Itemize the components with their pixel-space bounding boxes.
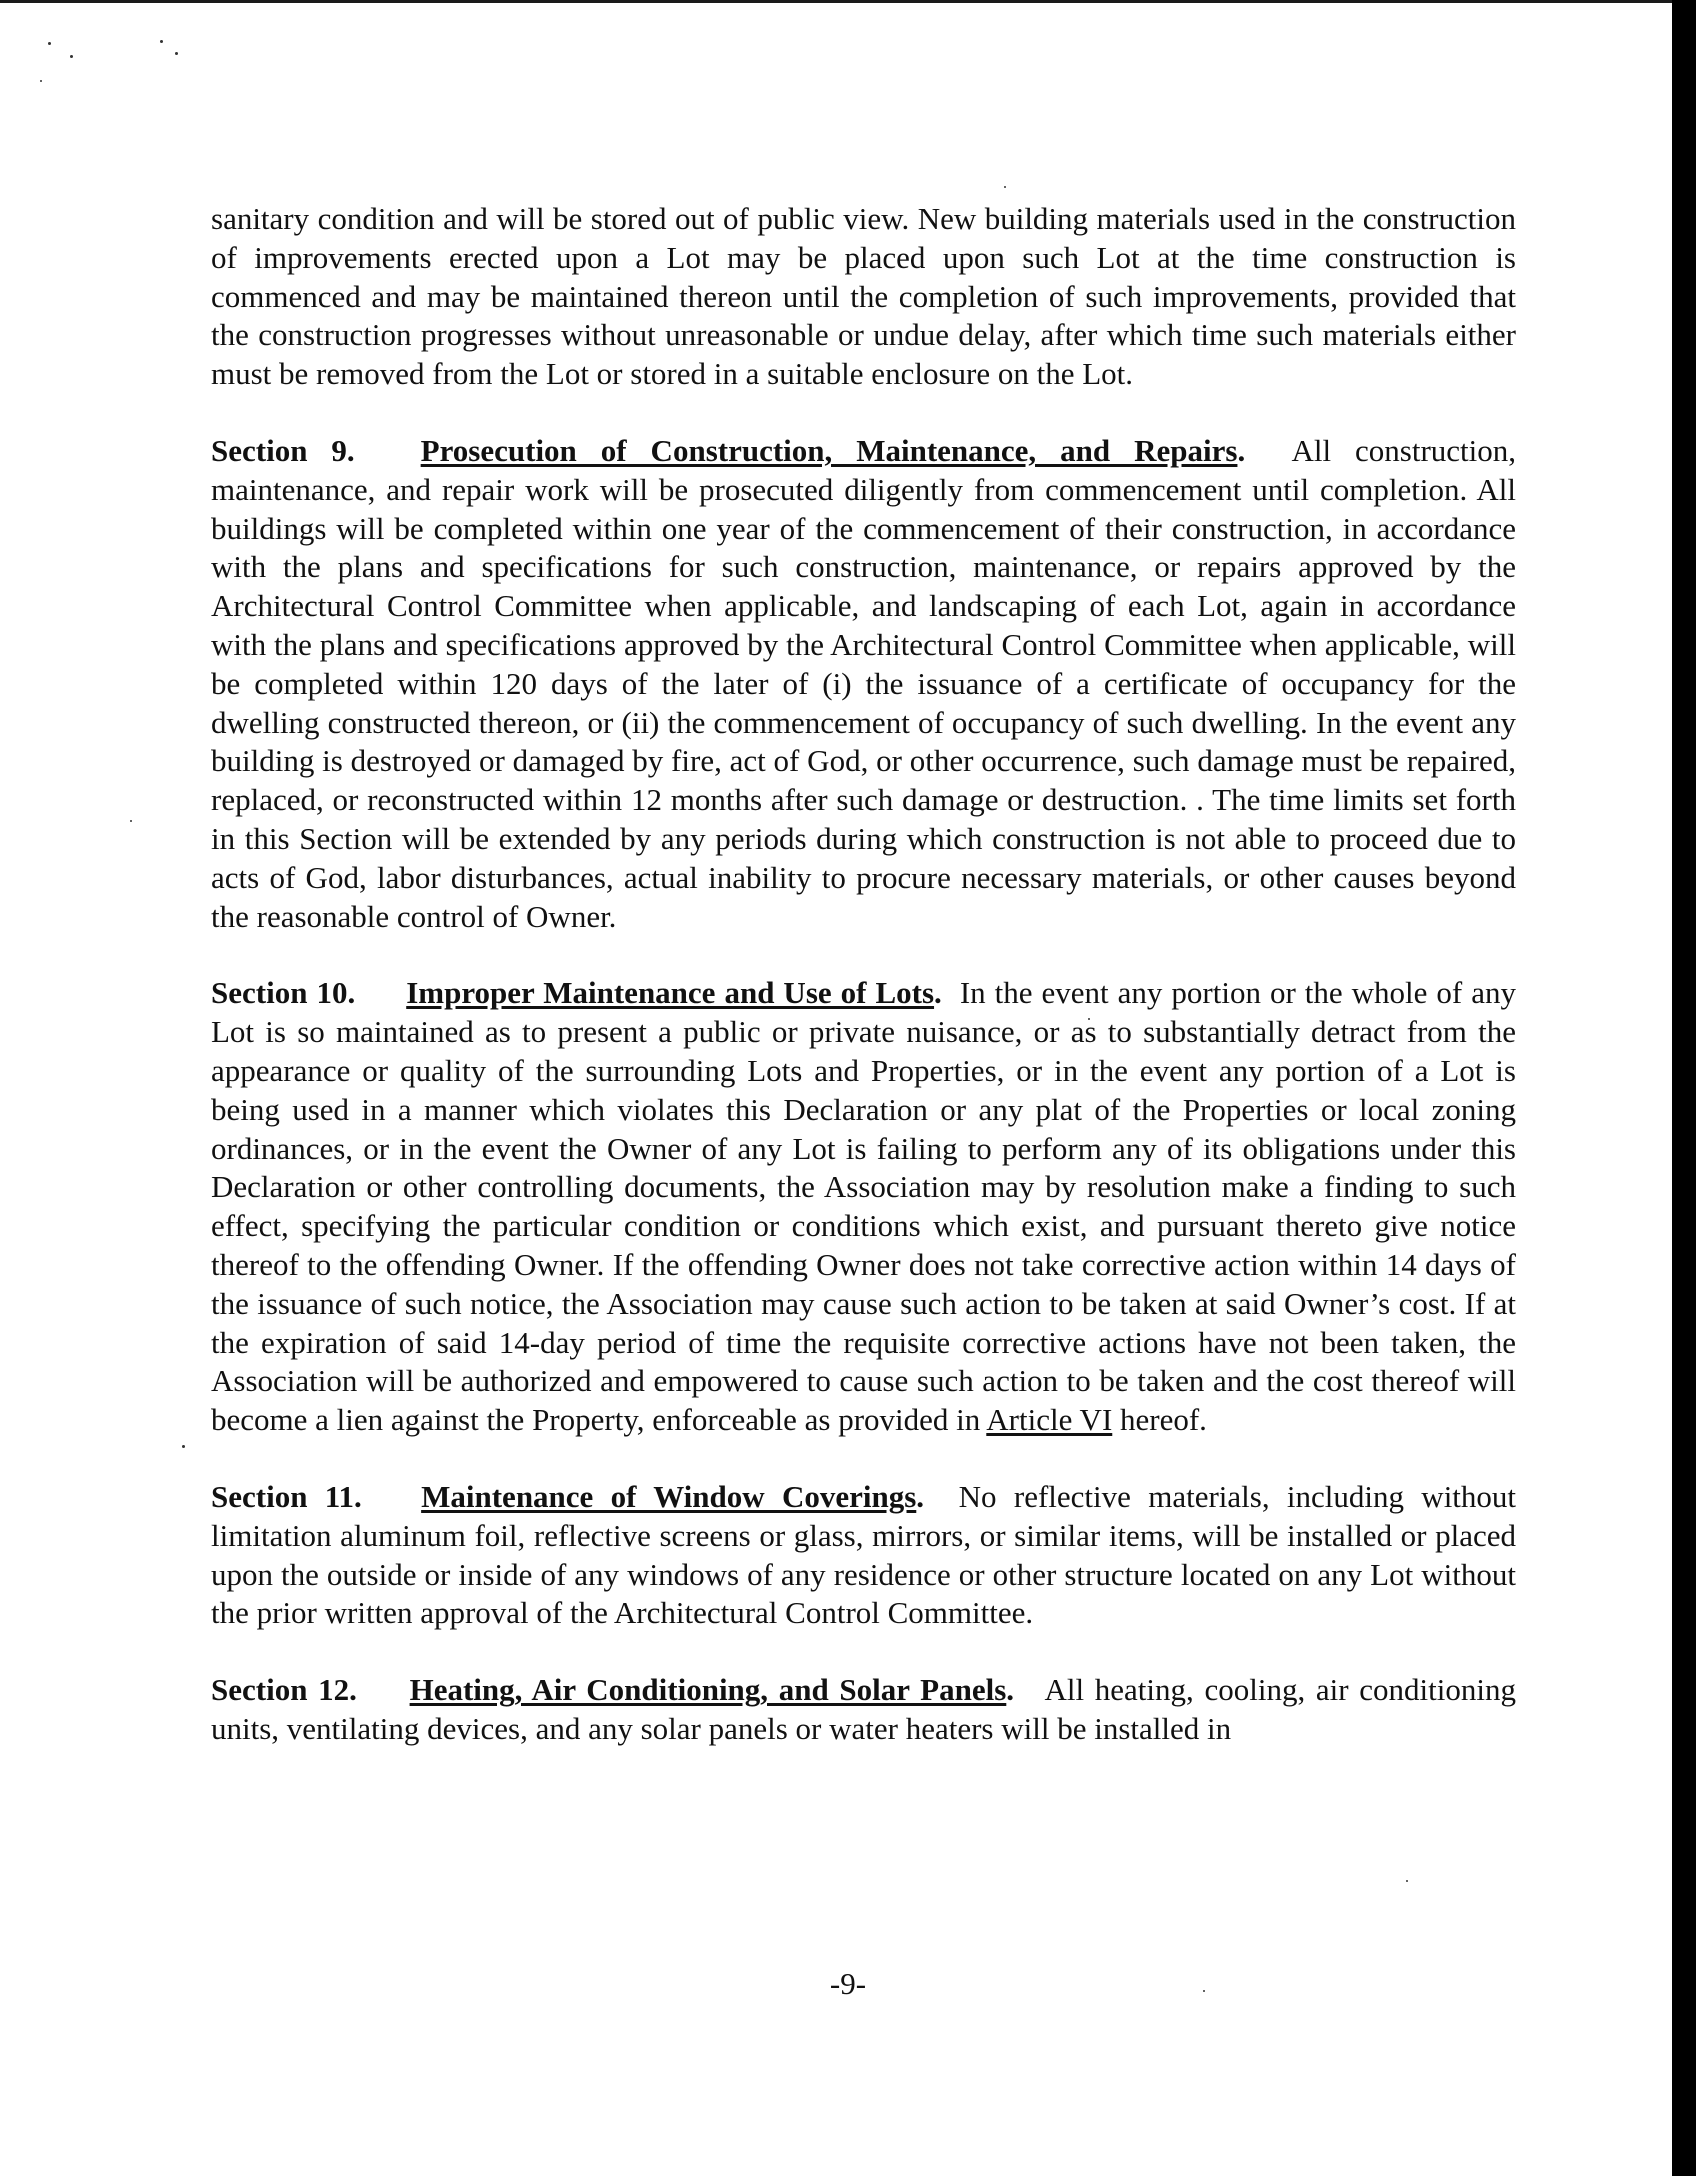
- section-body: All heating, cooling, air conditioning units, ventilating devices, and any solar panels or water heaters will be installed in: [211, 1672, 1517, 1746]
- section-body: All construction, maintenance, and repair work will be prosecuted diligently from commencement until completion. All buildings will be completed within one year of the commencement of their construction, in accordance with the plans and specifications for such construction, maintenance, or repairs approved by the Architectural Control Committee when applicable, and landscaping of each Lot, again in accordance with the plans and specifications approved by the Architectural Control Committee when applicable, will be completed within 120 days of the later of (i) the issuance of a certificate of occupancy for the dwelling constructed thereon, or (ii) the commencement of occupancy of such dwelling. In the event any building is destroyed or damaged by fire, act of God, or other occurrence, such damage must be repaired, replaced, or reconstructed within 12 months after such damage or destruction. . The time limits set forth in this Section will be extended by any periods during which construction is not able to proceed due to acts of God, labor disturbances, actual inability to procure necessary materials, or other causes beyond the reasonable control of Owner.: [211, 432, 1517, 934]
- section-body-tail: hereof.: [1112, 1402, 1207, 1438]
- section-10-paragraph: Section 10. Improper Maintenance and Use of Lots. In the event any portion or the whole of any Lot is so maintained as to present a public or private nuisance, or as to substantially detract from the appearance or quality of the surrounding Lots and Properties, or in the event any portion of a Lot is being used in a manner which violates this Declaration or any plat of the Properties or local zoning ordinances, or in the event the Owner of any Lot is failing to perform any of its obligations under this Declaration or other controlling documents, the Association may by resolution make a finding to such effect, specifying the particular condition or conditions which exist, and pursuant thereto give notice thereof to the offending Owner. If the offending Owner does not take corrective action within 14 days of the issuance of such notice, the Association may cause such action to be taken at said Owner’s cost. If at the expiration of said 14-day period of time the requisite corrective actions have not been taken, the Association will be authorized and empowered to cause such action to be taken and the cost thereof will become a lien against the Property, enforceable as provided in Article VI hereof.: [211, 975, 1517, 1438]
- section-label: Section 11.: [211, 1478, 362, 1514]
- section-title: Maintenance of Window Coverings: [421, 1478, 917, 1514]
- scan-speck: [1004, 186, 1006, 188]
- section-12-paragraph: Section 12. Heating, Air Conditioning, and Solar Panels. All heating, cooling, air conditioning units, ventilating devices, and any solar panels or water heaters will be installed in: [211, 1672, 1517, 1746]
- intro-paragraph: sanitary condition and will be stored out of public view. New building materials used in the construction of improvements erected upon a Lot may be placed upon such Lot at the time construction is commenced and may be maintained thereon until the completion of such improvements, provided that the construction progresses without unreasonable or undue delay, after which time such materials either must be removed from the Lot or stored in a suitable enclosure on the Lot.: [211, 201, 1516, 392]
- scan-speck: [160, 40, 163, 43]
- section-11-paragraph: Section 11. Maintenance of Window Coverings. No reflective materials, including without limitation aluminum foil, reflective screens or glass, mirrors, or similar items, will be installed or placed upon the outside or inside of any windows of any residence or other structure located on any Lot without the prior written approval of the Architectural Control Committee.: [211, 1478, 1517, 1631]
- page-number: -9-: [829, 1966, 867, 2001]
- scan-border-right: [1672, 0, 1696, 2176]
- section-label: Section 9.: [211, 432, 355, 468]
- scan-speck: [182, 1445, 185, 1448]
- article-reference: Article VI: [986, 1402, 1113, 1438]
- scan-speck: [175, 52, 178, 55]
- section-label: Section 10.: [211, 975, 356, 1011]
- scan-speck: [70, 55, 73, 58]
- section-title: Heating, Air Conditioning, and Solar Panels: [409, 1672, 1007, 1708]
- document-body: [211, 200, 1516, 1787]
- section-title: Improper Maintenance and Use of Lots: [406, 975, 935, 1011]
- section-body: In the event any portion or the whole of any Lot is so maintained as to present a public or private nuisance, or as to substantially detract from the appearance or quality of the surrounding Lots and Properties, or in the event any portion of a Lot is being used in a manner which violates this Declaration or any plat of the Properties or local zoning ordinances, or in the event the Owner of any Lot is failing to perform any of its obligations under this Declaration or other controlling documents, the Association may by resolution make a finding to such effect, specifying the particular condition or conditions which exist, and pursuant thereto give notice thereof to the offending Owner. If the offending Owner does not take corrective action within 14 days of the issuance of such notice, the Association may cause such action to be taken at said Owner’s cost. If at the expiration of said 14-day period of time the requisite corrective actions have not been taken, the Association will be authorized and empowered to cause such action to be taken and the cost thereof will become a lien against the Property, enforceable as provided in: [211, 975, 1517, 1438]
- scan-border-top: [0, 0, 1696, 3]
- section-title: Prosecution of Construction, Maintenance, and Repairs: [420, 432, 1238, 468]
- scan-speck: [130, 820, 132, 822]
- section-label: Section 12.: [211, 1672, 357, 1708]
- section-9-paragraph: Section 9. Prosecution of Construction, Maintenance, and Repairs. All construction, maintenance, and repair work will be prosecuted diligently from commencement until completion. All buildings will be completed within one year of the commencement of their construction, in accordance with the plans and specifications for such construction, maintenance, or repairs approved by the Architectural Control Committee when applicable, and landscaping of each Lot, again in accordance with the plans and specifications approved by the Architectural Control Committee when applicable, will be completed within 120 days of the later of (i) the issuance of a certificate of occupancy for the dwelling constructed thereon, or (ii) the commencement of occupancy of such dwelling. In the event any building is destroyed or damaged by fire, act of God, or other occurrence, such damage must be repaired, replaced, or reconstructed within 12 months after such damage or destruction. . The time limits set forth in this Section will be extended by any periods during which construction is not able to proceed due to acts of God, labor disturbances, actual inability to procure necessary materials, or other causes beyond the reasonable control of Owner.: [211, 432, 1517, 934]
- scan-speck: [48, 42, 51, 45]
- scan-speck: [1406, 1880, 1408, 1882]
- scan-speck: [40, 80, 42, 82]
- section-body: No reflective materials, including without limitation aluminum foil, reflective screens or glass, mirrors, or similar items, will be installed or placed upon the outside or inside of any windows of any residence or other structure located on any Lot without the prior written approval of the Architectural Control Committee.: [211, 1478, 1517, 1631]
